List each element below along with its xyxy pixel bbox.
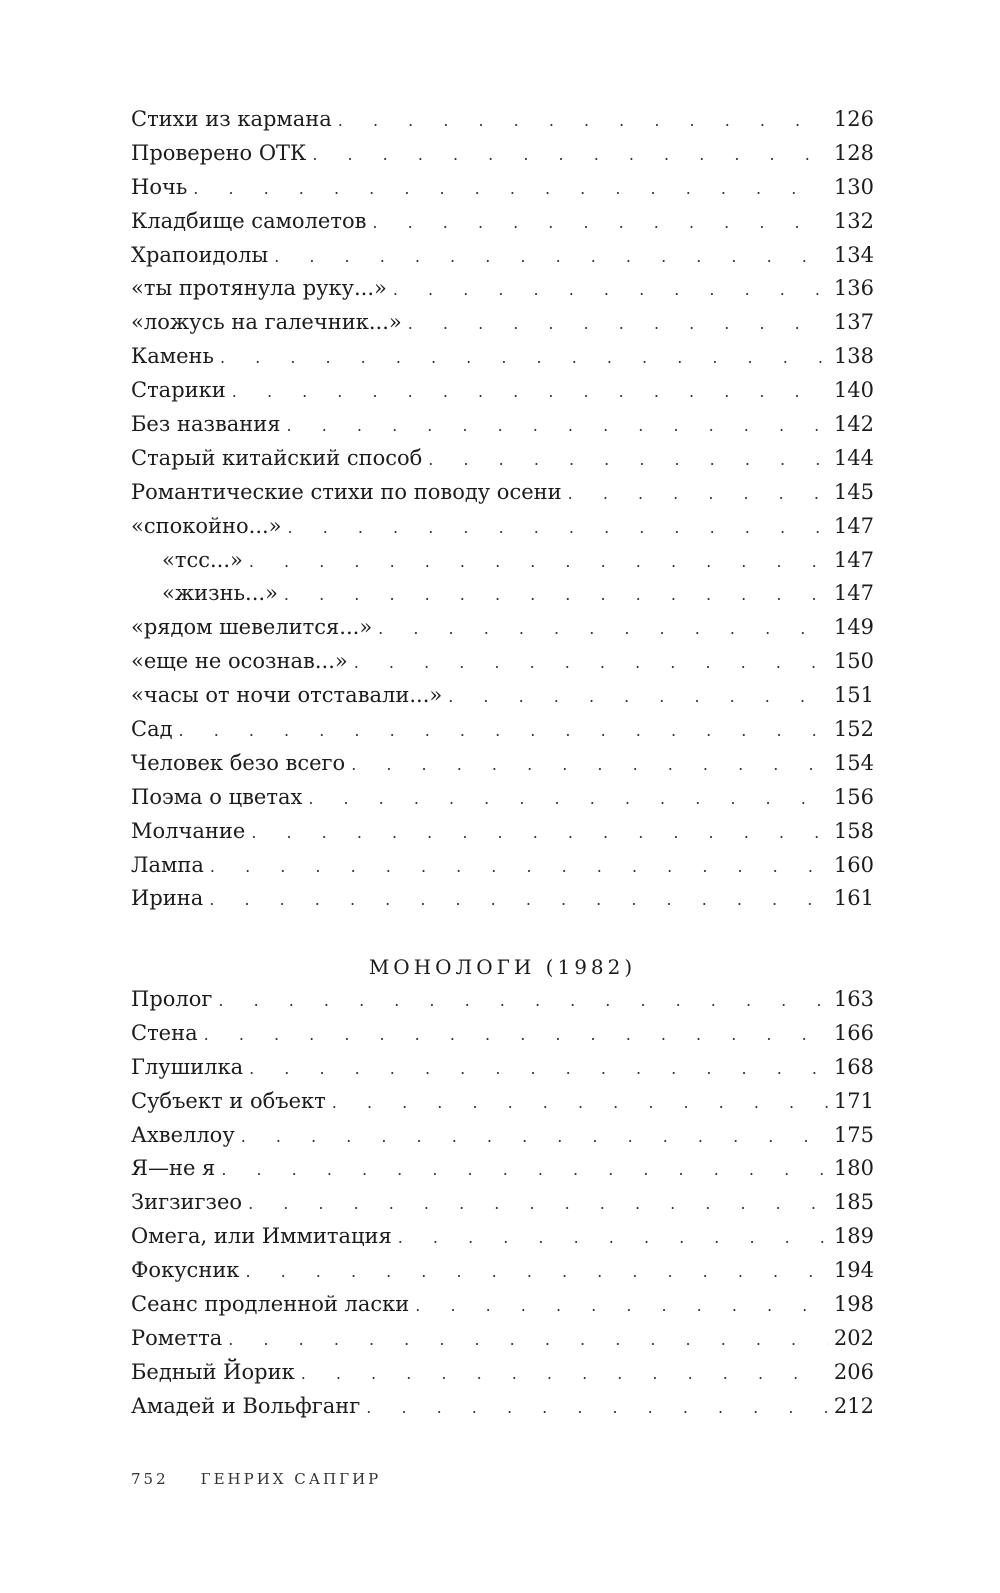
toc-entry-title: Сад: [131, 717, 173, 742]
toc-entry-page: 202: [833, 1325, 874, 1350]
toc-entry: [131, 679, 874, 713]
toc-entry: [131, 442, 874, 476]
toc-entry: [131, 983, 874, 1017]
toc-entry-title: «часы от ночи отставали...»: [131, 683, 443, 708]
toc-entry-page: 171: [833, 1088, 874, 1113]
toc-entry-title: «ложусь на галечник...»: [131, 310, 402, 335]
toc-entry-page: 194: [833, 1258, 874, 1283]
toc-entry-title: Бедный Йорик: [131, 1359, 295, 1384]
toc-entry: [131, 1119, 874, 1153]
dot-leader: [210, 850, 828, 884]
toc-entry: [131, 306, 874, 340]
toc-entry: [131, 781, 874, 815]
toc-entry-title: Кладбище самолетов: [131, 208, 367, 233]
dot-leader: [408, 307, 828, 341]
dot-leader: [288, 511, 828, 545]
toc-entry-page: 156: [833, 784, 874, 809]
toc-entry-page: 147: [833, 513, 874, 538]
toc-entry-page: 161: [833, 886, 874, 911]
dot-leader: [354, 646, 828, 680]
dot-leader: [249, 1052, 828, 1086]
toc-entry: [131, 510, 874, 544]
toc-entry: [131, 1017, 874, 1051]
toc-entry-title: Старики: [131, 378, 226, 403]
toc-entry-title: Романтические стихи по поводу осени: [131, 479, 562, 504]
toc-entry-page: 154: [833, 750, 874, 775]
toc-entry-title: Человек безо всего: [131, 750, 346, 775]
dot-leader: [204, 1018, 828, 1052]
toc-entry: [131, 849, 874, 883]
toc-entry-title: Стихи из кармана: [131, 107, 332, 131]
toc-entry-page: 145: [833, 479, 874, 504]
toc-entry-title: Я—не я: [131, 1156, 216, 1181]
dot-leader: [393, 273, 828, 307]
toc-entry-title: Глушилка: [131, 1054, 244, 1079]
toc-entry: [131, 1152, 874, 1186]
dot-leader: [287, 409, 828, 443]
toc-entry: [131, 476, 874, 510]
dot-leader: [221, 1153, 828, 1187]
toc-entry-page: 160: [833, 852, 874, 877]
toc-entry-title: Проверено ОТК: [131, 140, 307, 165]
section-heading: МОНОЛОГИ (1982): [368, 955, 637, 979]
toc-entry-page: 136: [833, 276, 874, 301]
toc-entry: [131, 882, 874, 916]
toc-entry: [131, 1085, 874, 1119]
toc-entry-title: Фокусник: [131, 1258, 240, 1283]
toc-entry: [131, 374, 874, 408]
toc-entry: [131, 1390, 874, 1424]
toc-entry-nested: [131, 577, 874, 611]
toc-entry-title: «жизнь...»: [162, 581, 278, 606]
toc-entry-page: 152: [833, 717, 874, 742]
page-footer: [131, 1465, 381, 1493]
toc-entry-title: «еще не осознав...»: [131, 649, 348, 674]
toc-entry-page: 163: [833, 987, 874, 1011]
dot-leader: [398, 1221, 828, 1255]
toc-entry-page: 180: [833, 1156, 874, 1181]
toc-entry: [131, 1051, 874, 1085]
toc-entry-page: 132: [833, 208, 874, 233]
toc-entry-title: Ночь: [131, 174, 188, 199]
dot-leader: [209, 883, 828, 917]
dot-leader: [568, 477, 828, 511]
dot-leader: [428, 443, 828, 477]
toc-entry: [131, 1356, 874, 1390]
toc-entry-page: 198: [833, 1292, 874, 1317]
dot-leader: [378, 612, 828, 646]
dot-leader: [245, 1255, 827, 1289]
toc-entry: [131, 1322, 874, 1356]
page-number: 752: [131, 1470, 169, 1488]
running-head: ГЕНРИХ САПГИР: [200, 1470, 382, 1488]
dot-leader: [284, 578, 828, 612]
toc-entry-title: Молчание: [131, 818, 246, 843]
toc-entry-title: Старый китайский способ: [131, 445, 423, 470]
dot-leader: [248, 1187, 828, 1221]
toc-entry-title: Храпоидолы: [131, 242, 269, 267]
toc-list-part1: [131, 103, 874, 916]
toc-entry-page: 130: [833, 174, 874, 199]
toc-entry-page: 142: [833, 412, 874, 437]
toc-entry: [131, 713, 874, 747]
toc-entry: [131, 1288, 874, 1322]
dot-leader: [448, 680, 828, 714]
toc-entry-page: 149: [833, 615, 874, 640]
toc-entry-page: 185: [833, 1190, 874, 1215]
dot-leader: [249, 545, 828, 579]
dot-leader: [218, 984, 828, 1018]
toc-entry: [131, 1220, 874, 1254]
toc-entry-page: 151: [833, 683, 874, 708]
toc-entry: [131, 815, 874, 849]
dot-leader: [251, 816, 828, 850]
toc-entry-title: Камень: [131, 344, 214, 369]
toc-entry-page: 158: [833, 818, 874, 843]
dot-leader: [193, 172, 828, 206]
toc-entry-title: Омега, или Иммитация: [131, 1224, 392, 1249]
toc-entry-page: 140: [833, 378, 874, 403]
toc-entry-title: «ты протянула руку...»: [131, 276, 387, 301]
toc-entry-title: Амадей и Вольфганг: [131, 1393, 361, 1418]
dot-leader: [301, 1357, 828, 1391]
toc-entry: [131, 611, 874, 645]
toc-entry-page: 128: [833, 140, 874, 165]
toc-entry: [131, 272, 874, 306]
toc-entry: [131, 1254, 874, 1288]
dot-leader: [241, 1120, 828, 1154]
toc-entry-title: Лампа: [131, 852, 204, 877]
toc-entry-title: Пролог: [131, 987, 213, 1011]
toc-entry: [131, 340, 874, 374]
toc-entry-title: Рометта: [131, 1325, 223, 1350]
toc-entry-title: Зигзигзео: [131, 1190, 243, 1215]
toc-entry-title: «спокойно...»: [131, 513, 282, 538]
dot-leader: [232, 375, 828, 409]
dot-leader: [228, 1323, 828, 1357]
dot-leader: [351, 748, 828, 782]
toc-entry-page: 137: [833, 310, 874, 335]
toc-entry-title: Без названия: [131, 412, 281, 437]
toc-entry-page: 144: [833, 445, 874, 470]
toc-entry-page: 134: [833, 242, 874, 267]
dot-leader: [179, 714, 828, 748]
toc-entry-title: «рядом шевелится...»: [131, 615, 373, 640]
toc-entry-title: Поэма о цветах: [131, 784, 303, 809]
toc-entry-page: 189: [833, 1224, 874, 1249]
toc-entry-title: Сеанс продленной ласки: [131, 1292, 410, 1317]
toc-entry-page: 147: [833, 547, 874, 572]
toc-entry: [131, 645, 874, 679]
toc-entry-page: 206: [833, 1359, 874, 1384]
dot-leader: [274, 240, 828, 274]
dot-leader: [372, 206, 827, 240]
toc-entry-title: «тсс...»: [162, 547, 243, 572]
dot-leader: [308, 782, 828, 816]
dot-leader: [338, 104, 828, 138]
toc-entry-page: 175: [833, 1122, 874, 1147]
toc-entry: [131, 1186, 874, 1220]
toc-entry: [131, 239, 874, 273]
dot-leader: [415, 1289, 828, 1323]
toc-entry-page: 138: [833, 344, 874, 369]
toc-entry-page: 166: [833, 1020, 874, 1045]
toc-entry-page: 168: [833, 1054, 874, 1079]
toc-entry: [131, 408, 874, 442]
toc-entry-page: 126: [833, 107, 874, 131]
dot-leader: [332, 1086, 828, 1120]
dot-leader: [366, 1391, 828, 1425]
toc-entry-title: Субъект и объект: [131, 1088, 326, 1113]
toc-entry: [131, 205, 874, 239]
dot-leader: [220, 341, 828, 375]
toc-entry-title: Ахвеллоу: [131, 1122, 235, 1147]
dot-leader: [312, 138, 828, 172]
toc-entry-page: 147: [833, 581, 874, 606]
toc-entry-title: Ирина: [131, 886, 204, 911]
toc-entry: [131, 747, 874, 781]
toc-entry: [131, 137, 874, 171]
toc-entry-nested: [131, 544, 874, 578]
toc-entry: [131, 171, 874, 205]
toc-entry-page: 150: [833, 649, 874, 674]
toc-list-part2: [131, 983, 874, 1424]
toc-entry-page: 212: [833, 1393, 874, 1418]
toc-entry: [131, 103, 874, 137]
toc-entry-title: Стена: [131, 1020, 198, 1045]
